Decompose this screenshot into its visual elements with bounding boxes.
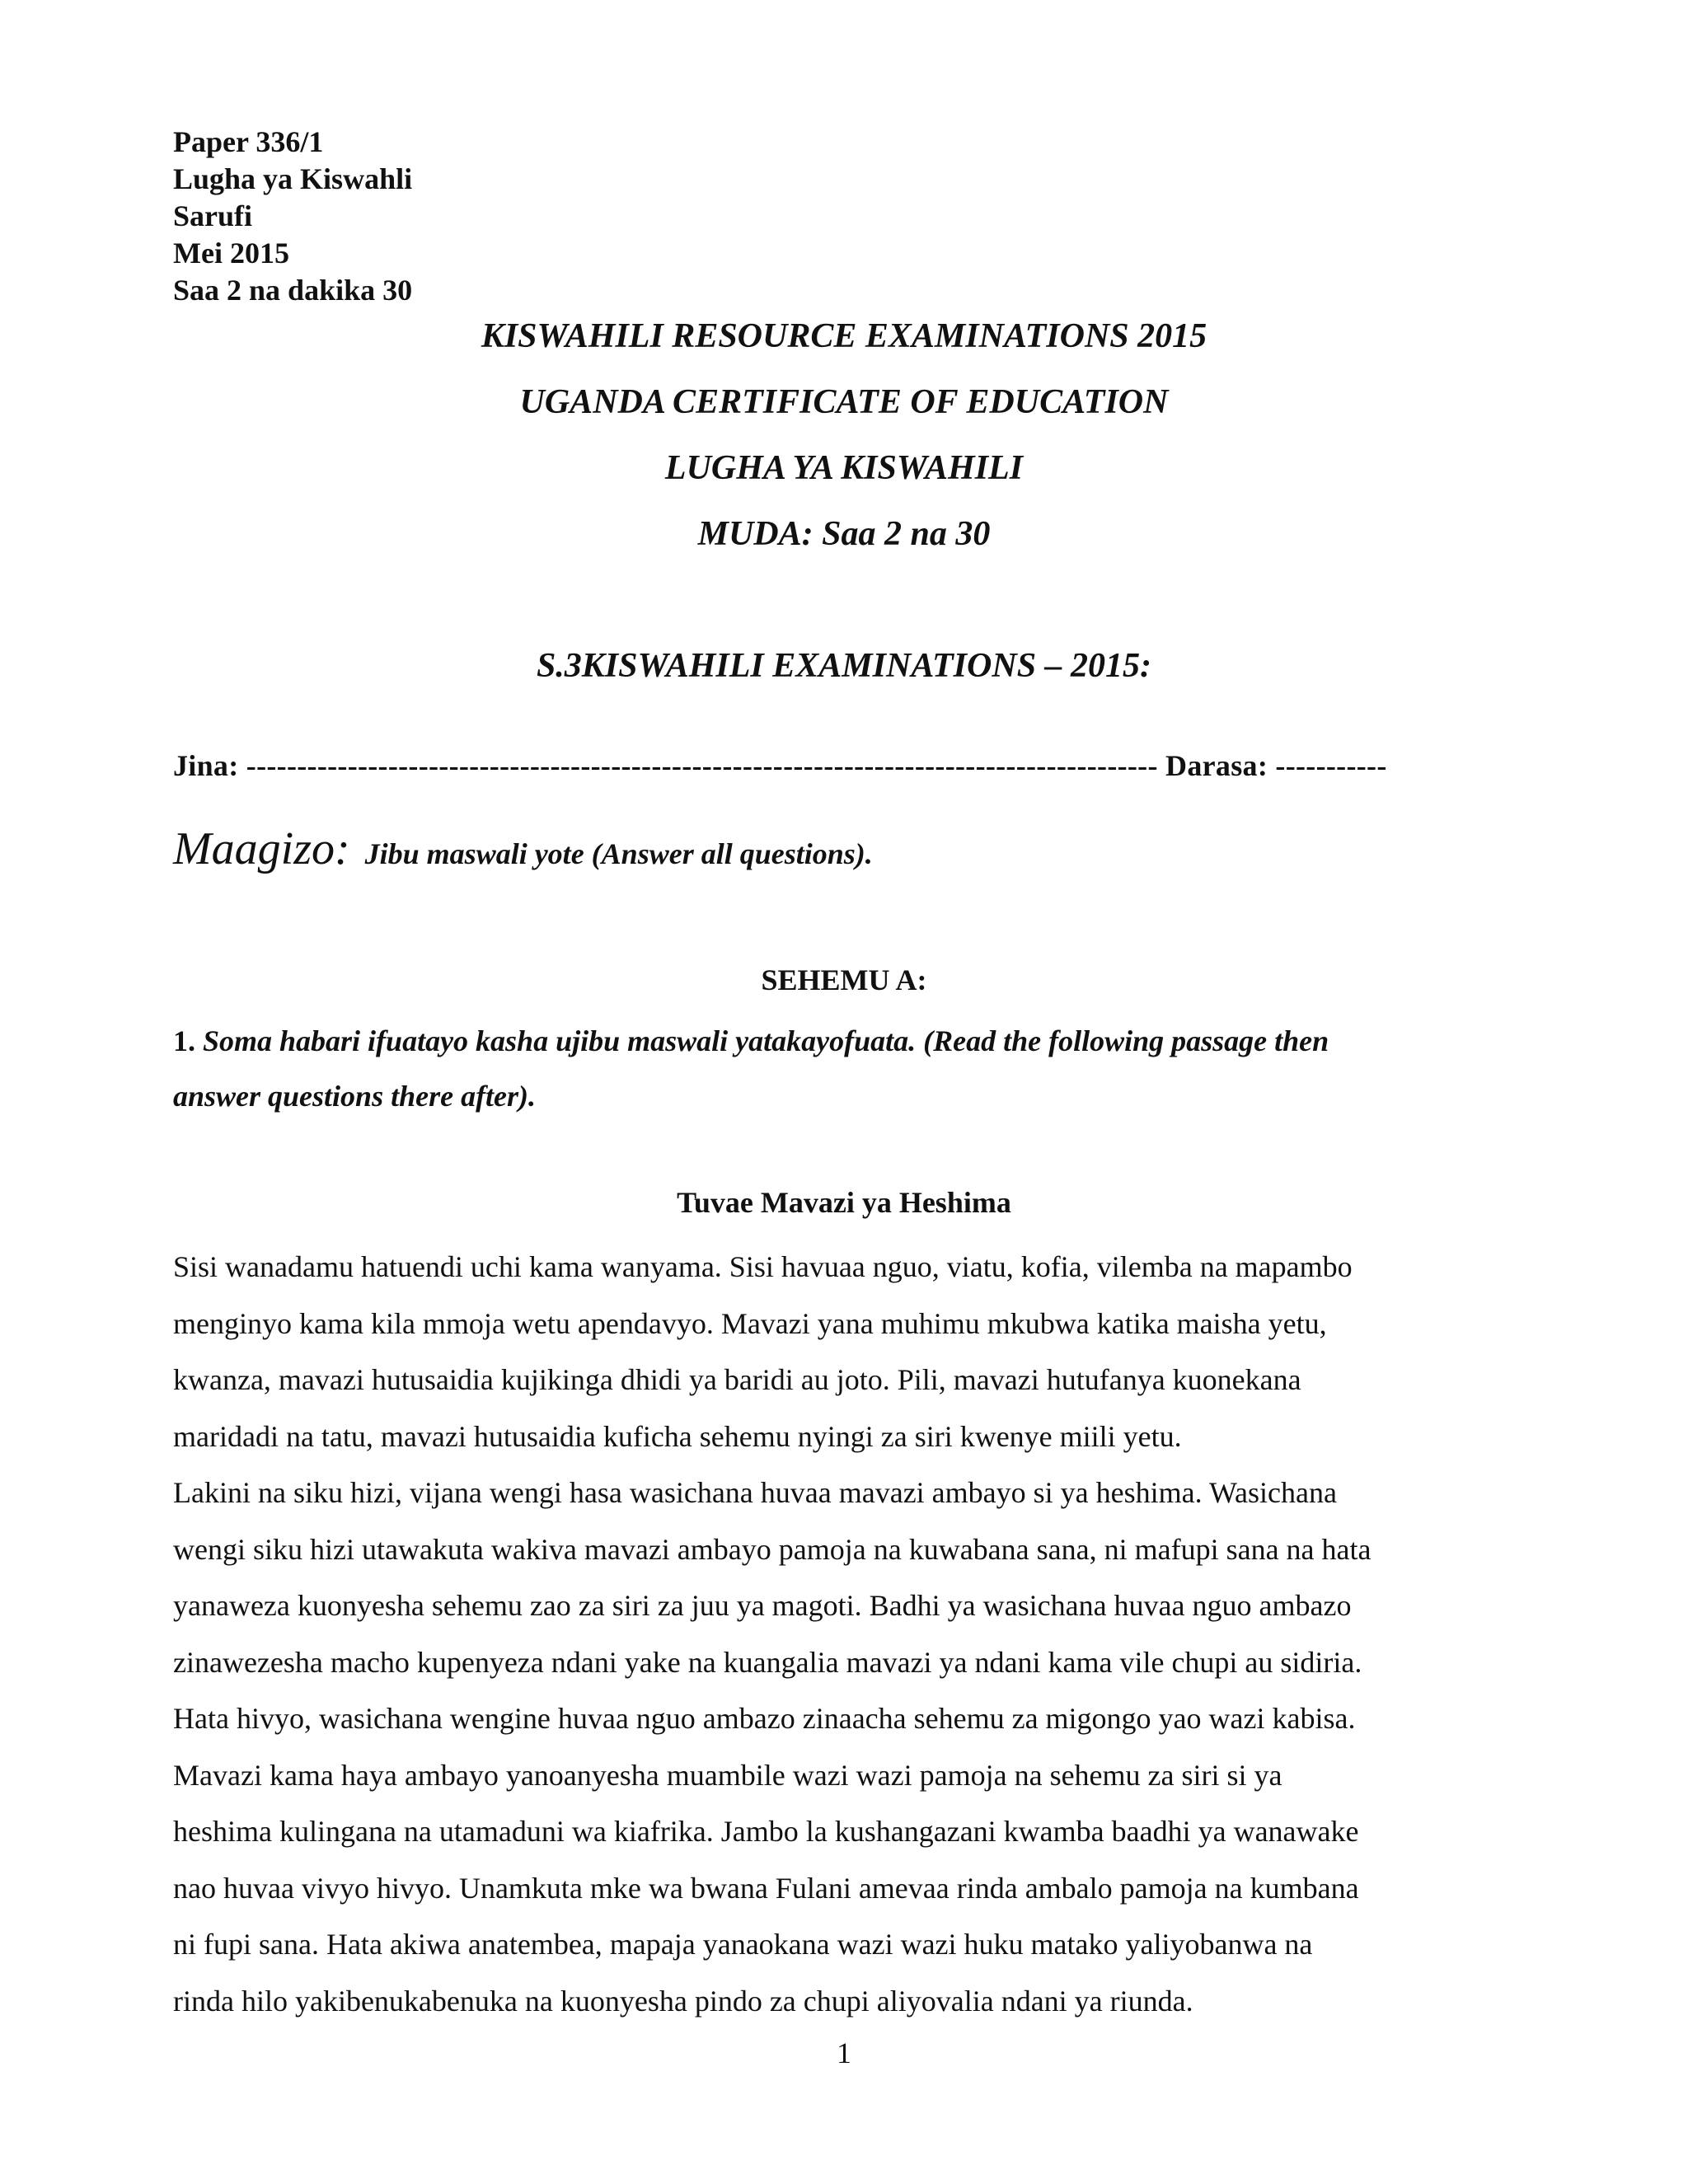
- exam-title: KISWAHILI RESOURCE EXAMINATIONS 2015: [481, 317, 1207, 355]
- paper-header: [173, 124, 412, 309]
- passage-line: heshima kulingana na utamaduni wa kiafrika. Jambo la kushangazani kwamba baadhi ya wanawake: [173, 1815, 1359, 1848]
- passage-line: Mavazi kama haya ambayo yanoanyesha muambile wazi wazi pamoja na sehemu za siri si ya: [173, 1758, 1282, 1792]
- page-number: 1: [837, 2036, 851, 2069]
- passage-line: menginyo kama kila mmoja wetu apendavyo. Mavazi yana muhimu mkubwa katika maisha yetu,: [173, 1306, 1327, 1340]
- passage-title: Tuvae Mavazi ya Heshima: [677, 1186, 1011, 1219]
- paper-number: Paper 336/1: [173, 125, 324, 158]
- instructions: [173, 823, 873, 875]
- class-exam-title: S.3KISWAHILI EXAMINATIONS – 2015:: [536, 647, 1152, 685]
- passage-body: [173, 1239, 1517, 2029]
- question-1: [173, 1014, 1525, 1124]
- instructions-text: Jibu maswali yote (Answer all questions).: [364, 837, 873, 870]
- certificate-title: UGANDA CERTIFICATE OF EDUCATION: [519, 383, 1169, 421]
- passage-line: Lakini na siku hizi, vijana wengi hasa wasichana huvaa mavazi ambayo si ya heshima. Wasichana: [173, 1476, 1337, 1509]
- passage-line: ni fupi sana. Hata akiwa anatembea, mapaja yanaokana wazi wazi huku matako yaliyobanwa na: [173, 1928, 1313, 1961]
- passage-line: Hata hivyo, wasichana wengine huvaa nguo ambazo zinaacha sehemu za migongo yao wazi kabisa.: [173, 1702, 1356, 1735]
- question-text-line-1: Soma habari ifuatayo kasha ujibu maswali yatakayofuata. (Read the following passage then: [203, 1024, 1329, 1057]
- passage-line: zinawezesha macho kupenyeza ndani yake na kuangalia mavazi ya ndani kama vile chupi au sidiria.: [173, 1645, 1362, 1679]
- passage-line: yanaweza kuonyesha sehemu zao za siri za juu ya magoti. Badhi ya wasichana huvaa nguo ambazo: [173, 1589, 1352, 1622]
- question-number: 1.: [173, 1024, 195, 1057]
- passage-line: maridadi na tatu, mavazi hutusaidia kuficha sehemu nyingi za siri kwenye miili yetu.: [173, 1419, 1182, 1453]
- passage-line: Sisi wanadamu hatuendi uchi kama wanyama. Sisi havuaa nguo, viatu, kofia, vilemba na mapambo: [173, 1250, 1353, 1283]
- passage-line: kwanza, mavazi hutusaidia kujikinga dhidi ya baridi au joto. Pili, mavazi hutufanya kuonekana: [173, 1363, 1301, 1396]
- time-title: MUDA: Saa 2 na 30: [697, 515, 991, 553]
- paper-duration: Saa 2 na dakika 30: [173, 274, 413, 307]
- section-a-title: SEHEMU A:: [761, 963, 927, 996]
- paper-subject: Lugha ya Kiswahli: [173, 162, 413, 195]
- question-text-line-2: answer questions there after).: [173, 1080, 537, 1113]
- passage-line: wengi siku hizi utawakuta wakiva mavazi ambayo pamoja na kuwabana sana, ni mafupi sana na hata: [173, 1532, 1372, 1566]
- name-class-field: Jina: ------------------------------------------------------------------------------------------ Darasa: -----------: [173, 749, 1387, 782]
- passage-line: nao huvaa vivyo hivyo. Unamkuta mke wa bwana Fulani amevaa rinda ambalo pamoja na kumbana: [173, 1871, 1359, 1905]
- paper-section: Sarufi: [173, 199, 253, 232]
- language-title: LUGHA YA KISWAHILI: [664, 449, 1024, 487]
- passage-line: rinda hilo yakibenukabenuka na kuonyesha pindo za chupi aliyovalia ndani ya riunda.: [173, 1984, 1193, 2018]
- instructions-label: Maagizo:: [173, 823, 350, 874]
- paper-date: Mei 2015: [173, 237, 289, 269]
